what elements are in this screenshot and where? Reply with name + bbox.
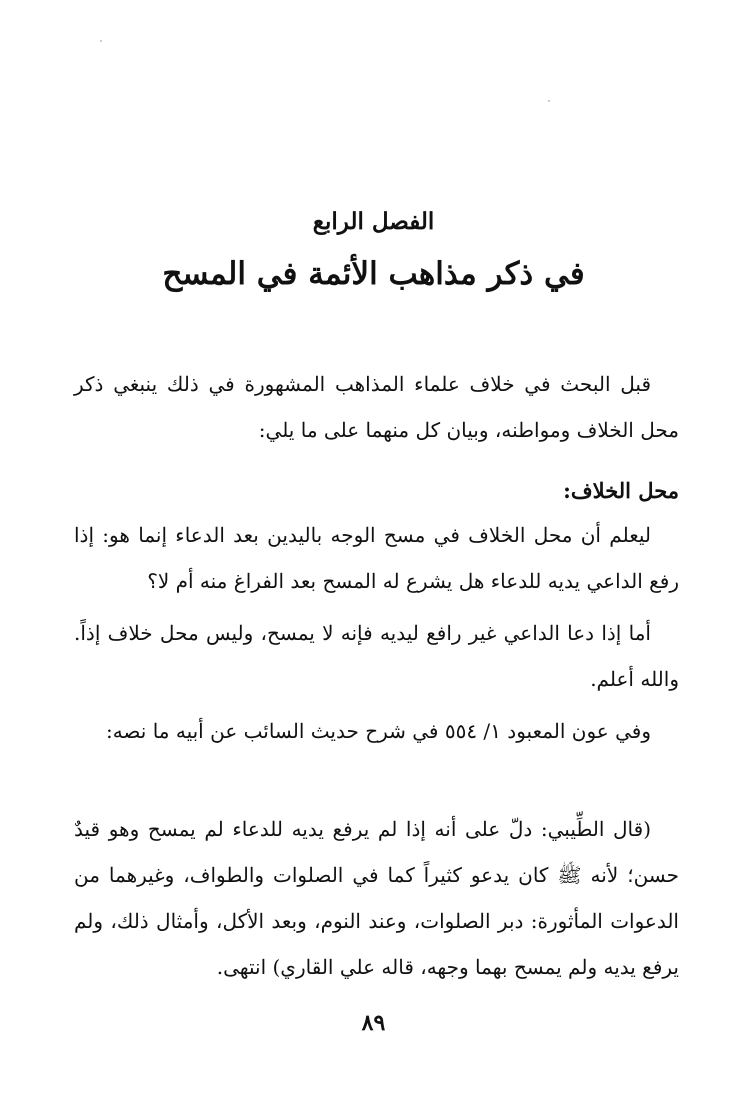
quote-paragraph: (قال الطِّيبي: دلّ على أنه إذا لم يرفع يديه للدعاء لم يمسح وهو قيدٌ حسن؛ لأنه ﷺ كان يدعو كثيراً كما في الصلوات والطواف، وغيرهما من الدعوات المأثورة: دبر الصلوات، وعند النوم، وبعد الأكل، وأمثال ذلك، ولم يرفع يديه ولم يمسح بهما وجهه، قاله علي القاري) انتهى. <box>74 817 680 979</box>
scan-speck <box>548 100 550 102</box>
chapter-title: في ذكر مذاهب الأئمة في المسح <box>162 256 585 292</box>
paragraph-3: وفي عون المعبود ١/ ٥٥٤ في شرح حديث السائب عن أبيه ما نصه: <box>105 719 651 743</box>
intro-paragraph: قبل البحث في خلاف علماء المذاهب المشهورة في ذلك ينبغي ذكر محل الخلاف ومواطنه، وبيان كل منهما على ما يلي: <box>74 372 679 442</box>
scan-speck <box>100 40 102 42</box>
chapter-label: الفصل الرابع <box>312 208 435 235</box>
section-heading: محل الخلاف: <box>563 478 679 503</box>
paragraph-2: أما إذا دعا الداعي غير رافع ليديه فإنه لا يمسح، وليس محل خلاف إذاً. والله أعلم. <box>74 621 679 691</box>
page-number: ٨٩ <box>361 1010 386 1036</box>
paragraph-1: ليعلم أن محل الخلاف في مسح الوجه باليدين بعد الدعاء إنما هو: إذا رفع الداعي يديه للدعاء هل يشرع له المسح بعد الفراغ منه أم لا؟ <box>74 523 679 593</box>
